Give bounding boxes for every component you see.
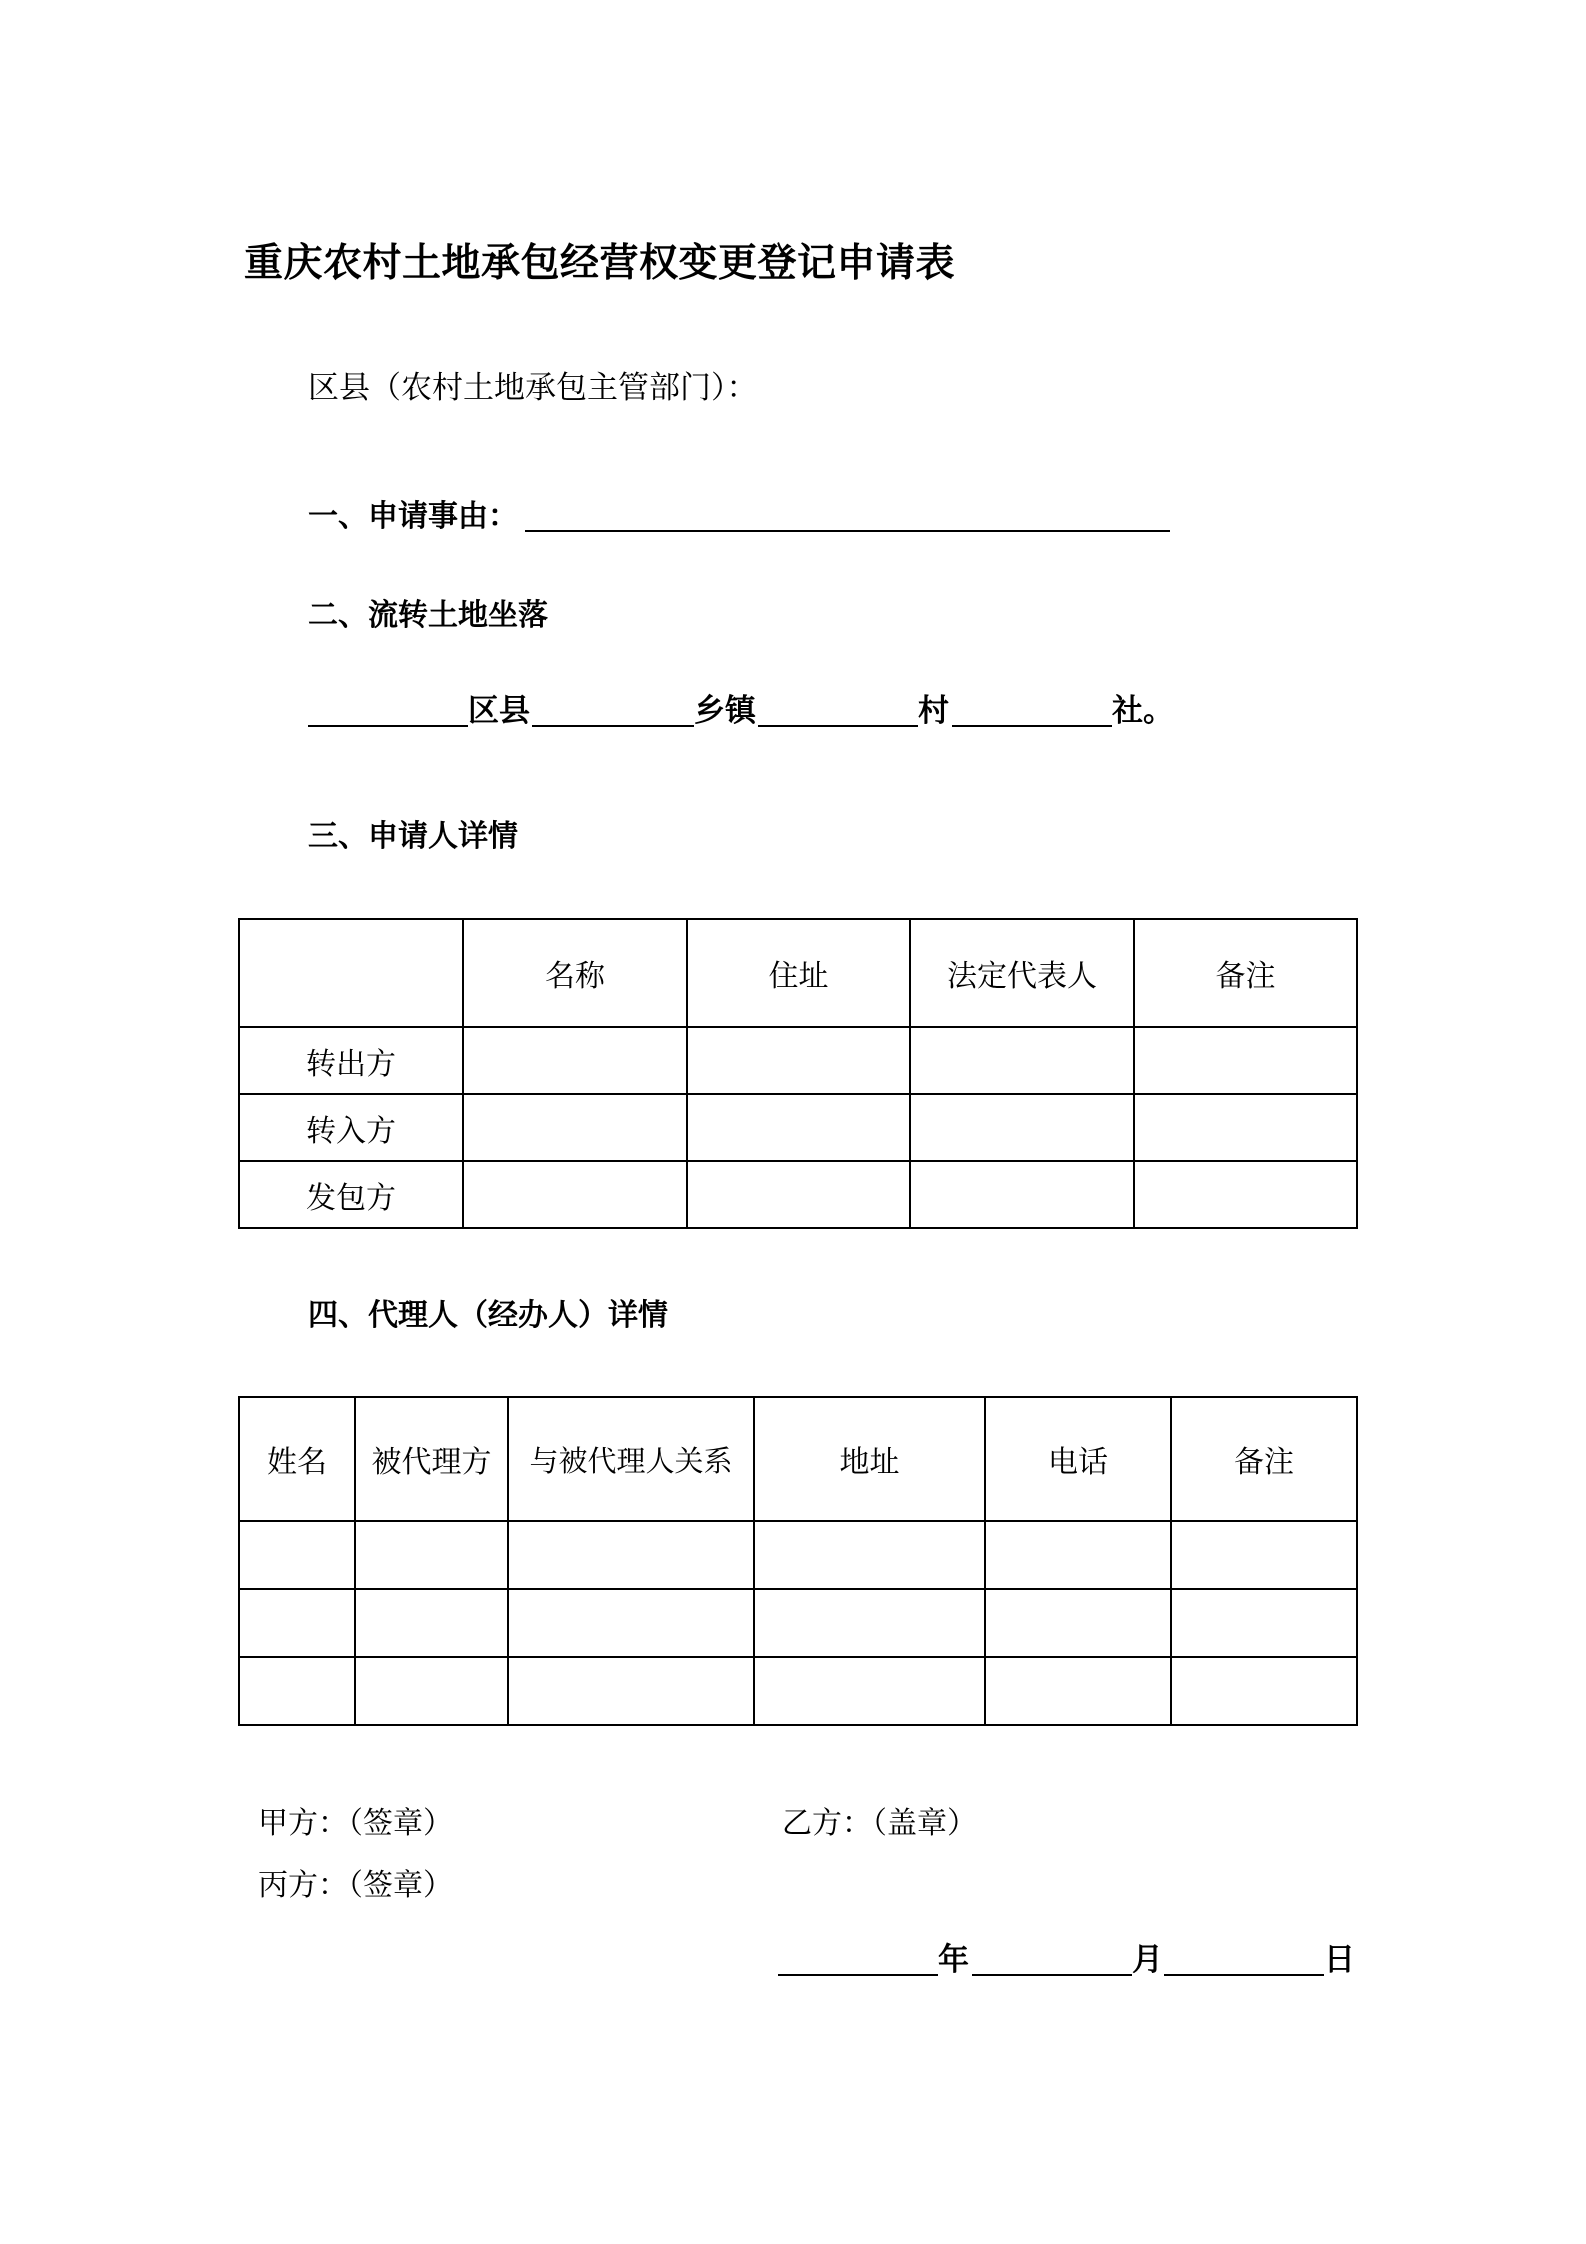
table-cell[interactable] xyxy=(985,1657,1171,1725)
addressee: 区县（农村土地承包主管部门）： xyxy=(308,370,758,406)
table-row xyxy=(239,1589,1357,1657)
agent-header-relationship: 与被代理人关系 xyxy=(508,1397,754,1521)
day-unit: 日 xyxy=(1324,1942,1355,1978)
party-b-signature: 乙方：（盖章） xyxy=(782,1806,977,1841)
table-cell[interactable] xyxy=(508,1589,754,1657)
agent-header-row xyxy=(239,1397,1357,1521)
table-cell[interactable] xyxy=(985,1521,1171,1589)
table-row xyxy=(239,1161,1357,1228)
table-cell[interactable] xyxy=(508,1657,754,1725)
agent-header-principal: 被代理方 xyxy=(355,1397,508,1521)
village-unit: 村 xyxy=(918,693,949,729)
table-cell[interactable] xyxy=(687,1161,910,1228)
table-cell[interactable] xyxy=(1171,1521,1357,1589)
section-1-label: 一、申请事由： xyxy=(308,499,518,534)
day-field[interactable] xyxy=(1164,1974,1324,1976)
table-cell[interactable] xyxy=(754,1589,985,1657)
applicant-header-remarks: 备注 xyxy=(1134,919,1357,1027)
table-cell[interactable] xyxy=(754,1657,985,1725)
table-cell[interactable] xyxy=(355,1589,508,1657)
applicant-table xyxy=(238,918,1358,1229)
section-2-label: 二、流转土地坐落 xyxy=(308,598,548,633)
table-row xyxy=(239,1521,1357,1589)
township-field[interactable] xyxy=(532,725,694,727)
table-cell[interactable] xyxy=(355,1521,508,1589)
table-cell[interactable] xyxy=(508,1521,754,1589)
table-cell[interactable] xyxy=(1134,1094,1357,1161)
township-unit: 乡镇 xyxy=(694,693,756,729)
agent-header-remarks: 备注 xyxy=(1171,1397,1357,1521)
table-cell[interactable] xyxy=(463,1094,687,1161)
table-cell[interactable] xyxy=(239,1657,355,1725)
year-unit: 年 xyxy=(938,1942,969,1978)
agent-header-address: 地址 xyxy=(754,1397,985,1521)
table-cell[interactable] xyxy=(239,1589,355,1657)
table-cell[interactable] xyxy=(463,1161,687,1228)
table-cell[interactable] xyxy=(910,1161,1134,1228)
document-title: 重庆农村土地承包经营权变更登记申请表 xyxy=(244,241,956,286)
table-cell[interactable] xyxy=(1171,1657,1357,1725)
table-cell[interactable] xyxy=(687,1027,910,1094)
agent-table xyxy=(238,1396,1358,1726)
party-c-signature: 丙方：（签章） xyxy=(258,1868,453,1903)
table-cell[interactable] xyxy=(985,1589,1171,1657)
village-field[interactable] xyxy=(758,725,918,727)
month-unit: 月 xyxy=(1132,1942,1163,1978)
table-cell[interactable] xyxy=(1171,1589,1357,1657)
agent-header-phone: 电话 xyxy=(985,1397,1171,1521)
reason-field[interactable] xyxy=(525,530,1170,532)
applicant-header-blank xyxy=(239,919,463,1027)
section-4-label: 四、代理人（经办人）详情 xyxy=(308,1298,668,1333)
table-cell[interactable] xyxy=(1134,1161,1357,1228)
table-cell[interactable] xyxy=(910,1094,1134,1161)
applicant-header-legal-rep: 法定代表人 xyxy=(910,919,1134,1027)
row-label-transferee: 转入方 xyxy=(239,1094,463,1161)
table-cell[interactable] xyxy=(239,1521,355,1589)
district-field[interactable] xyxy=(308,725,468,727)
district-unit: 区县 xyxy=(468,693,530,729)
agent-header-name: 姓名 xyxy=(239,1397,355,1521)
row-label-contractor: 发包方 xyxy=(239,1161,463,1228)
table-cell[interactable] xyxy=(754,1521,985,1589)
table-cell[interactable] xyxy=(355,1657,508,1725)
table-row xyxy=(239,1027,1357,1094)
table-cell[interactable] xyxy=(687,1094,910,1161)
month-field[interactable] xyxy=(972,1974,1132,1976)
community-unit: 社。 xyxy=(1112,693,1174,729)
table-cell[interactable] xyxy=(1134,1027,1357,1094)
section-3-label: 三、申请人详情 xyxy=(308,819,518,854)
applicant-header-address: 住址 xyxy=(687,919,910,1027)
applicant-header-name: 名称 xyxy=(463,919,687,1027)
applicant-header-row xyxy=(239,919,1357,1027)
party-a-signature: 甲方：（签章） xyxy=(258,1806,453,1841)
table-row xyxy=(239,1657,1357,1725)
row-label-transferor: 转出方 xyxy=(239,1027,463,1094)
table-row xyxy=(239,1094,1357,1161)
year-field[interactable] xyxy=(778,1974,938,1976)
table-cell[interactable] xyxy=(463,1027,687,1094)
table-cell[interactable] xyxy=(910,1027,1134,1094)
community-field[interactable] xyxy=(952,725,1112,727)
